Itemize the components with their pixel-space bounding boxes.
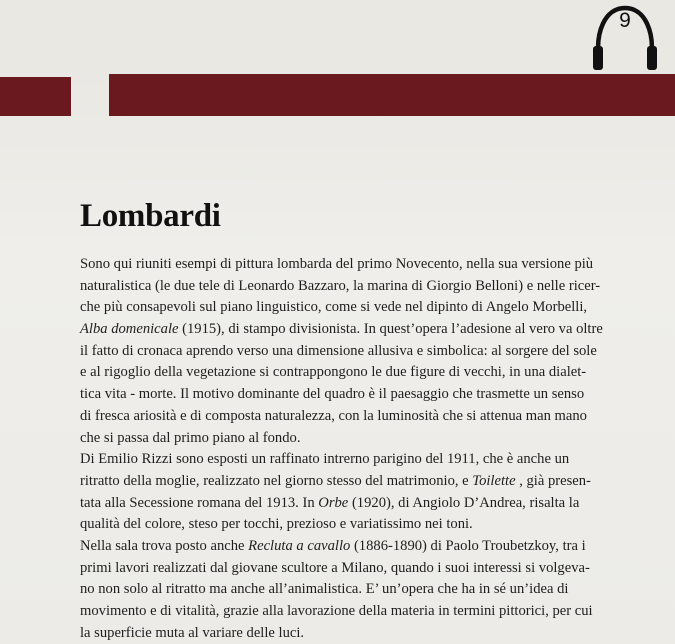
text-line bbox=[80, 623, 660, 644]
decorative-band-right bbox=[109, 74, 675, 116]
text-segment: (1920), di Angiolo D’Andrea, risalta la bbox=[348, 494, 580, 511]
text-line bbox=[80, 384, 660, 406]
text-line bbox=[80, 601, 660, 623]
audio-guide-number: 9 bbox=[619, 9, 631, 32]
text-line bbox=[80, 449, 660, 471]
text-segment: naturalistica (le due tele di Leonardo Bazzaro, la marina di Giorgio Belloni) e nelle ricer- bbox=[80, 277, 601, 294]
text-segment: primi lavori realizzati dal giovane scultore a Milano, quando i suoi interessi si volgeva- bbox=[80, 559, 590, 576]
text-line bbox=[80, 428, 660, 450]
text-line bbox=[80, 319, 660, 341]
text-segment: che si passa dal primo piano al fondo. bbox=[80, 429, 301, 446]
text-segment: tica vita - morte. Il motivo dominante del quadro è il paesaggio che trasmette un senso bbox=[80, 386, 585, 403]
panel-body-text bbox=[80, 254, 660, 644]
text-segment: (1886-1890) di Paolo Troubetzkoy, tra i bbox=[350, 537, 586, 554]
text-line bbox=[80, 362, 660, 384]
text-line bbox=[80, 471, 660, 493]
text-segment: ritratto della moglie, realizzato nel giorno stesso del matrimonio, e bbox=[80, 472, 473, 489]
text-segment: Di Emilio Rizzi sono esposti un raffinato intrerno parigino del 1911, che è anche un bbox=[80, 451, 570, 468]
text-segment: la superficie muta al variare delle luci. bbox=[80, 624, 305, 641]
text-line bbox=[80, 536, 660, 558]
text-line bbox=[80, 276, 660, 298]
text-line bbox=[80, 406, 660, 428]
artwork-title: Toilette bbox=[472, 472, 516, 489]
top-wall-strip bbox=[0, 0, 675, 72]
text-segment: movimento e di vitalità, grazie alla lavorazione della materia in termini pittorici, per cui bbox=[80, 603, 593, 619]
text-line bbox=[80, 297, 660, 319]
panel-title: Lombardi bbox=[80, 198, 221, 234]
text-segment: Nella sala trova posto anche bbox=[80, 537, 249, 554]
text-segment: tata alla Secessione romana del 1913. In bbox=[80, 494, 319, 511]
text-line bbox=[80, 558, 660, 580]
text-segment: qualità del colore, steso per tocchi, prezioso e variatissimo nei toni. bbox=[80, 516, 473, 533]
text-segment: Sono qui riuniti esempi di pittura lombarda del primo Novecento, nella sua versione più bbox=[80, 256, 594, 272]
text-segment: che più consapevoli sul piano linguistico, come si vede nel dipinto di Angelo Morbelli, bbox=[80, 299, 588, 316]
artwork-title: Alba domenicale bbox=[80, 321, 179, 338]
text-segment: , già presen- bbox=[515, 472, 591, 489]
text-segment: di fresca ariosità e di composta naturalezza, con la luminosità che si attenua man mano bbox=[80, 407, 587, 424]
text-line bbox=[80, 254, 660, 276]
text-line bbox=[80, 514, 660, 536]
text-line bbox=[80, 579, 660, 601]
decorative-band-left bbox=[0, 77, 71, 116]
text-line bbox=[80, 341, 660, 363]
text-segment: (1915), di stampo divisionista. In quest’opera l’adesione al vero va oltre bbox=[178, 321, 603, 338]
artwork-title: Orbe bbox=[318, 494, 349, 511]
text-segment: il fatto di cronaca aprendo verso una dimensione allusiva e simbolica: al sorgere del sole bbox=[80, 342, 597, 359]
artwork-title: Recluta a cavallo bbox=[248, 537, 351, 554]
text-segment: no non solo al ritratto ma anche all’animalistica. E’ un’opera che ha in sé un’idea di bbox=[80, 581, 569, 598]
text-line bbox=[80, 493, 660, 515]
text-segment: e al rigoglio della vegetazione si contrappongono le due figure di vecchi, in una dialet- bbox=[80, 364, 587, 381]
